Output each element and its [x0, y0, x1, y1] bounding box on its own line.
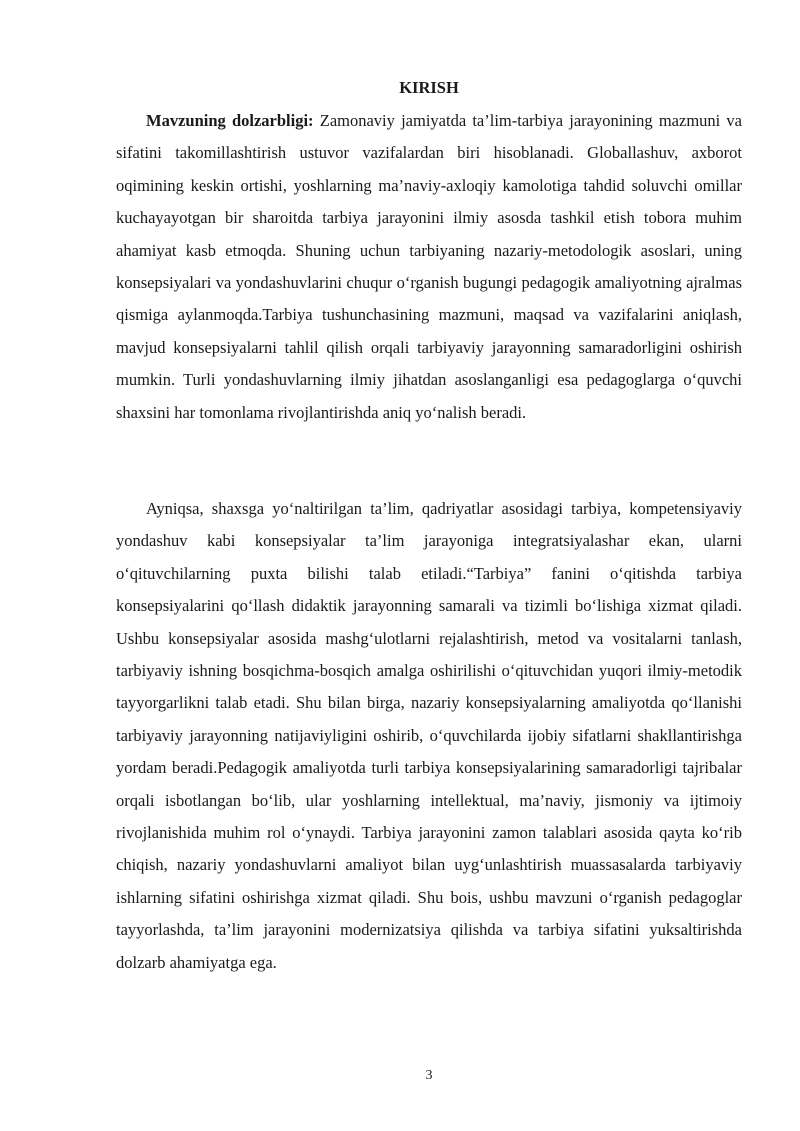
second-paragraph: Ayniqsa, shaxsga yo‘naltirilgan ta’lim, qadriyatlar asosidagi tarbiya, kompetensiyaviy yondashuv kabi konsepsiyalar ta’lim jarayoniga integratsiyalashar ekan, ularni o‘qituvchilarning puxta bilishi talab etiladi.“Tarbiya” fanini o‘qitishda tarbiya konsepsiyalarini qo‘llash didaktik jarayonning samarali va tizimli bo‘lishiga xizmat qiladi. Ushbu konsepsiyalar asosida mashg‘ulotlarni rejalashtirish, metod va vositalarni tanlash, tarbiyaviy ishning bosqichma-bosqich amalga oshirilishi o‘qituvchidan yuqori ilmiy-metodik tayyorgarlikni talab etadi. Shu bilan birga, nazariy konsepsiyalarning amaliyotda qo‘llanishi tarbiyaviy jarayonning natijaviyligini oshirib, o‘quvchilarda ijobiy sifatlarni shakllantirishga yordam beradi.Pedagogik amaliyotda turli tarbiya konsepsiyalarining samaradorligi tajribalar orqali isbotlangan bo‘lib, ular yoshlarning intellektual, ma’naviy, jismoniy va ijtimoiy rivojlanishida muhim rol o‘ynaydi. Tarbiya jarayonini zamon talablari asosida qayta ko‘rib chiqish, nazariy yondashuvlarni amaliyot bilan uyg‘unlashtirish muassasalarda tarbiyaviy ishlarning sifatini oshirishga xizmat qiladi. Shu bois, ushbu mavzuni o‘rganish pedagoglar tayyorlashda, ta’lim jarayonini modernizatsiya qilishda va tarbiya sifatini yuksaltirishda dolzarb ahamiyatga ega.	[116, 499, 742, 972]
intro-paragraph-text: Zamonaviy jamiyatda ta’lim-tarbiya jarayonining mazmuni va sifatini takomillashtirish ustuvor vazifalardan biri hisoblanadi. Globallashuv, axborot oqimining keskin ortishi, yoshlarning ma’naviy-axloqiy kamolotiga tahdid soluvchi omillar kuchayayotgan bir sharoitda tarbiya jarayonini ilmiy asosda tashkil etish tobora muhim ahamiyat kasb etmoqda. Shuning uchun tarbiyaning nazariy-metodologik asoslari, uning konsepsiyalari va yondashuvlarini chuqur o‘rganish bugungi pedagogik amaliyotning ajralmas qismiga aylanmoqda.Tarbiya tushunchasining mazmuni, maqsad va vazifalarini aniqlash, mavjud konsepsiyalarni tahlil qilish orqali tarbiyaviy jarayonning samaradorligini oshirish mumkin. Turli yondashuvlarning ilmiy jihatdan asoslanganligi esa pedagoglarga o‘quvchi shaxsini har tomonlama rivojlantirishda aniq yo‘nalish beradi.	[116, 111, 743, 422]
document-page	[116, 0, 742, 1131]
intro-paragraph	[116, 105, 742, 429]
page-number: 3	[425, 1068, 433, 1083]
relevance-lead-label: Mavzuning dolzarbligi:	[146, 111, 314, 130]
section-heading: KIRISH	[399, 78, 459, 97]
